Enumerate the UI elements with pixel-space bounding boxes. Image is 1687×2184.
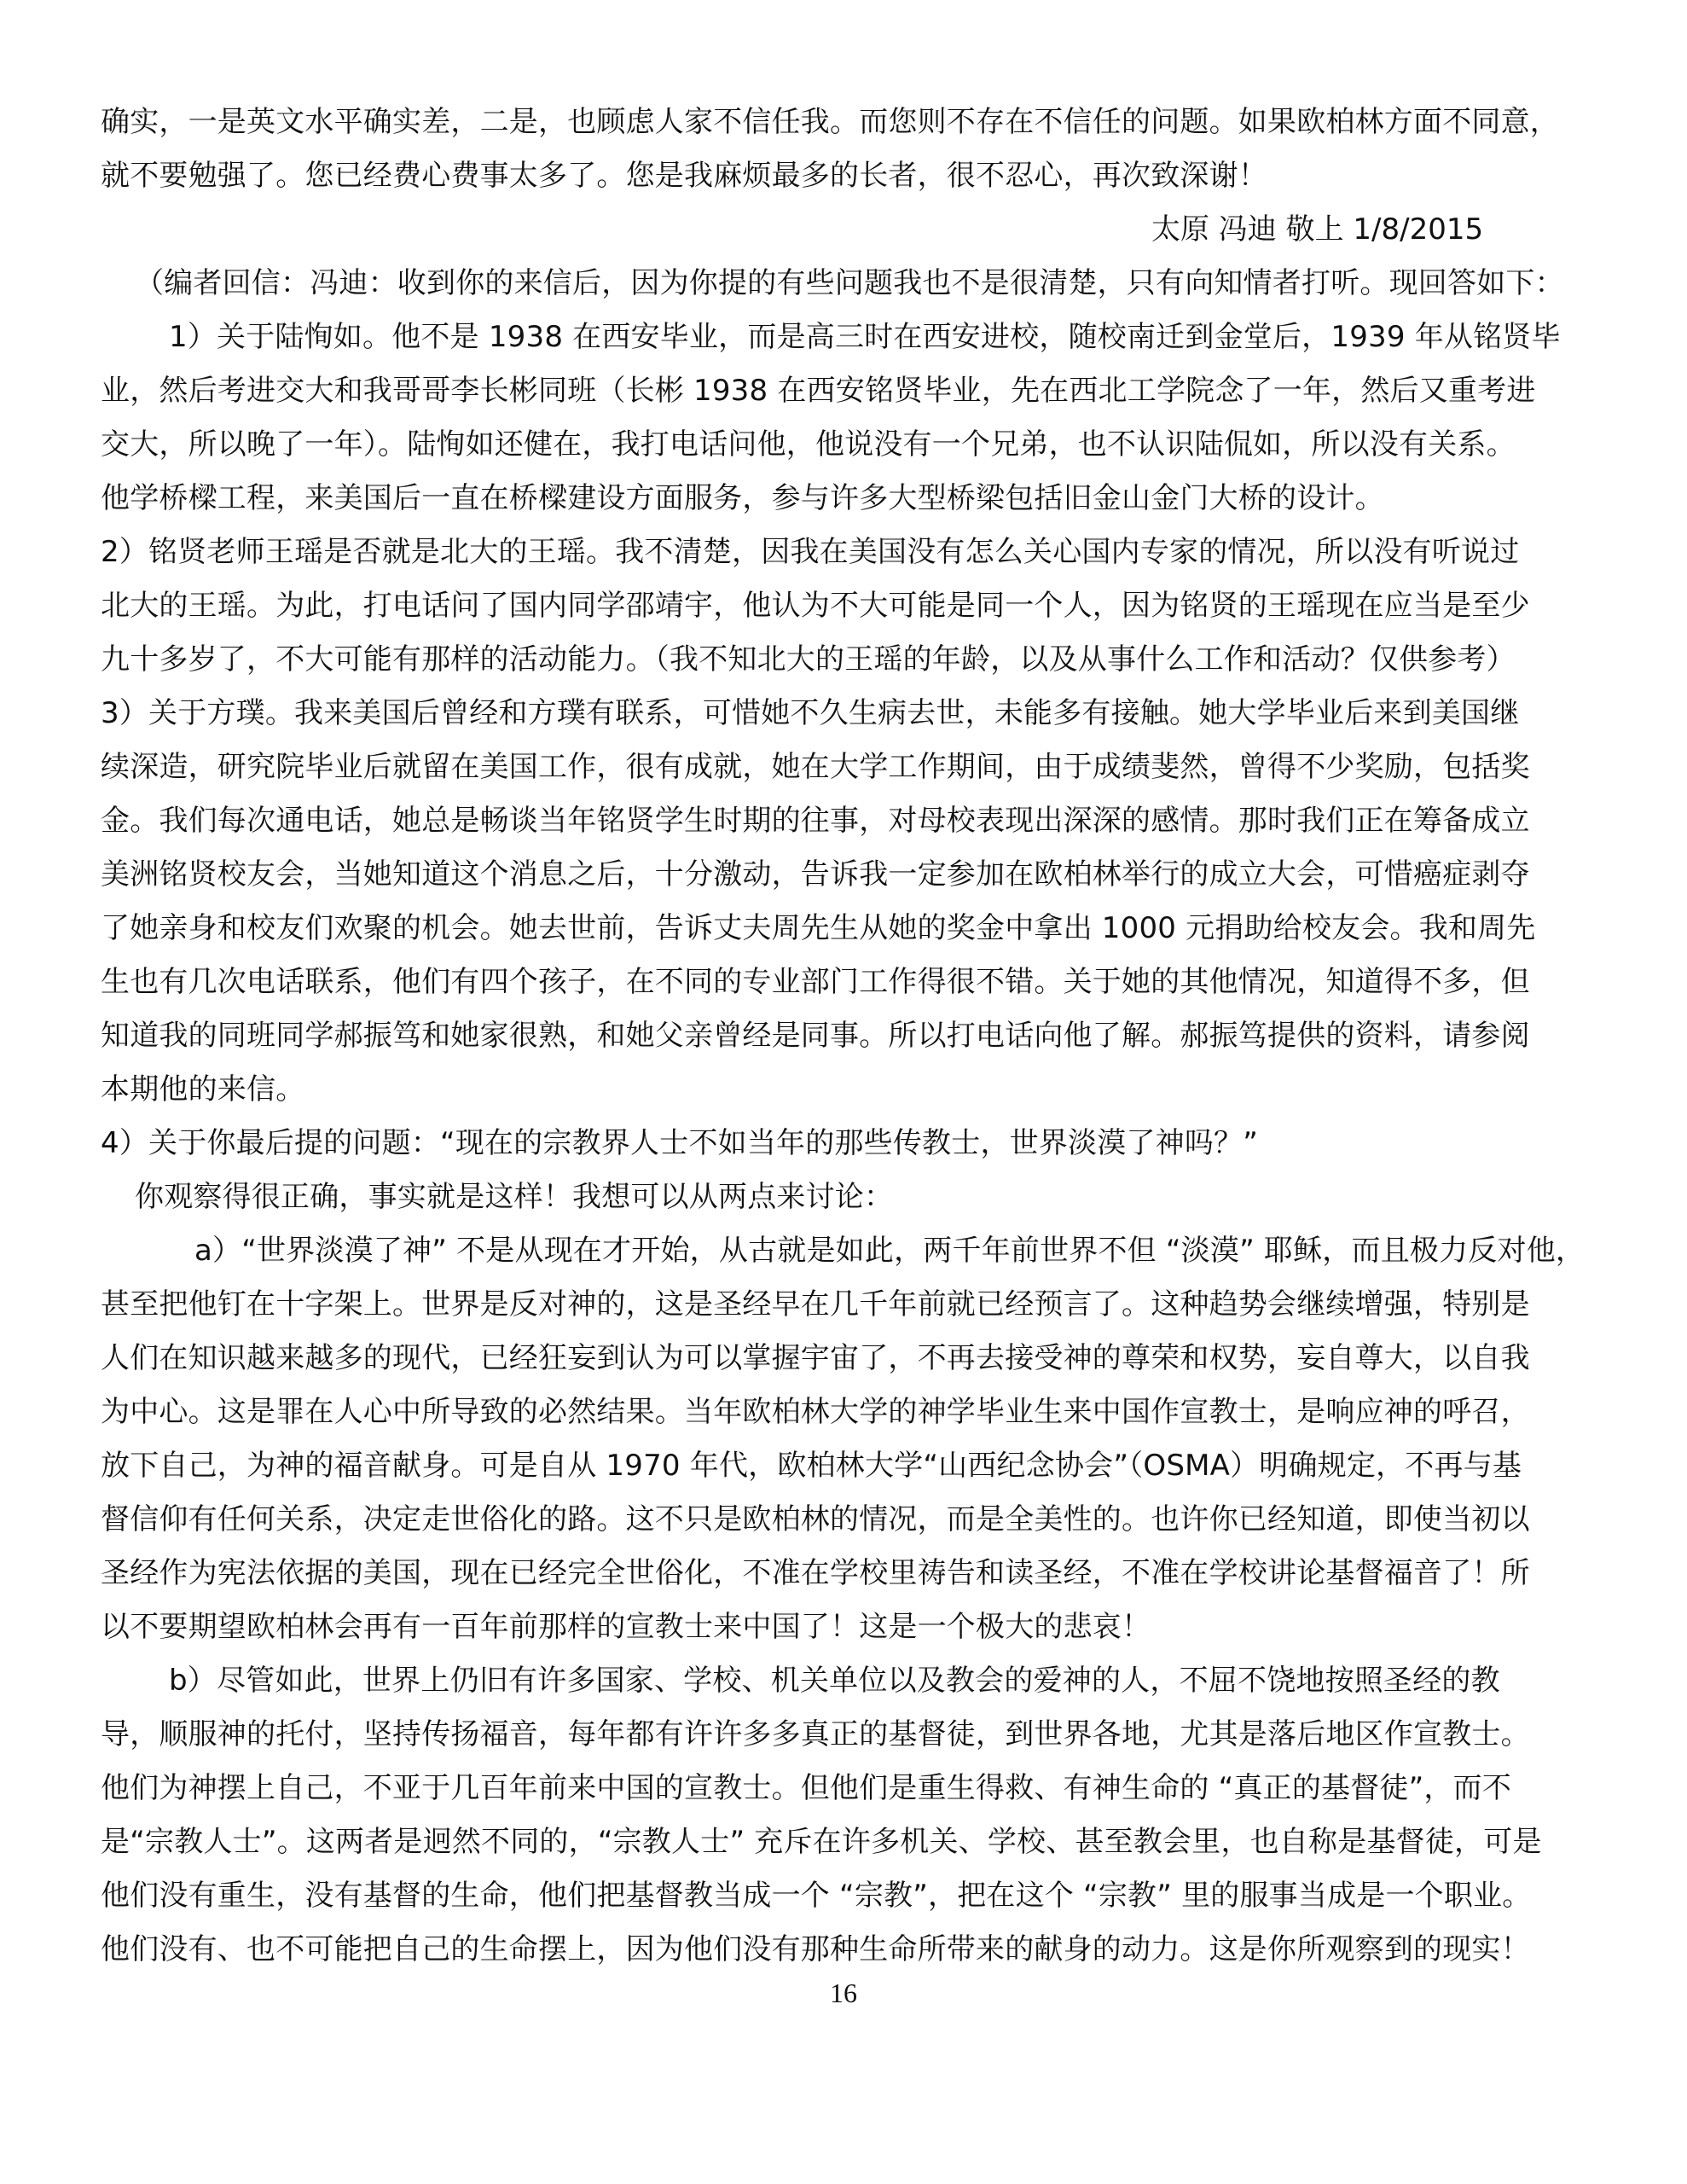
text-line: 甚至把他钉在十字架上。世界是反对神的，这是圣经早在几千年前就已经预言了。这种趋势会继续增强，特别是 (101, 1287, 1530, 1321)
text-line: 生也有几次电话联系，他们有四个孩子，在不同的专业部门工作得很不错。关于她的其他情况，知道得不多，但 (101, 965, 1530, 999)
text-line: 导，顺服神的托付，坚持传扬福音，每年都有许许多多真正的基督徒，到世界各地，尤其是落后地区作宣教士。 (101, 1717, 1530, 1751)
text-line: 他们没有、也不可能把自己的生命摆上，因为他们没有那种生命所带来的献身的动力。这是你所观察到的现实！ (101, 1932, 1530, 1966)
signature: 太原 冯迪 敬上 1/8/2015 (1151, 212, 1484, 247)
text-line: 你观察得很正确，事实就是这样！我想可以从两点来讨论： (135, 1180, 894, 1214)
text-line: 业，然后考进交大和我哥哥李长彬同班（长彬 1938 在西安铭贤毕业，先在西北工学院念了一年，然后又重考进 (101, 374, 1536, 408)
text-line: 督信仰有任何关系，决定走世俗化的路。这不只是欧柏林的情况，而是全美性的。也许你已经知道，即使当初以 (101, 1502, 1530, 1536)
text-line: 4）关于你最后提的问题：“现在的宗教界人士不如当年的那些传教士，世界淡漠了神吗？” (101, 1126, 1259, 1160)
text-line: 他学桥樑工程，来美国后一直在桥樑建设方面服务，参与许多大型桥梁包括旧金山金门大桥的设计。 (101, 481, 1384, 515)
text-line: 他们没有重生，没有基督的生命，他们把基督教当成一个 “宗教”，把在这个 “宗教” 里的服事当成是一个职业。 (101, 1879, 1532, 1913)
text-line: 人们在知识越来越多的现代，已经狂妄到认为可以掌握宇宙了，不再去接受神的尊荣和权势，妄自尊大，以自我 (101, 1341, 1530, 1375)
text-line: 交大，所以晚了一年）。陆恂如还健在，我打电话问他，他说没有一个兄弟，也不认识陆侃如，所以没有关系。 (101, 427, 1516, 462)
letter-body (101, 96, 1589, 1977)
text-line: 知道我的同班同学郝振笃和她家很熟，和她父亲曾经是同事。所以打电话向他了解。郝振笃提供的资料，请参阅 (101, 1019, 1530, 1053)
page-number: 16 (830, 1978, 857, 2008)
text-line: 他们为神摆上自己，不亚于几百年前来中国的宣教士。但他们是重生得救、有神生命的 “真正的基督徒”，而不 (101, 1771, 1512, 1805)
text-line: b）尽管如此，世界上仍旧有许多国家、学校、机关单位以及教会的爱神的人，不屈不饶地按照圣经的教 (169, 1664, 1500, 1698)
text-line: 就不要勉强了。您已经费心费事太多了。您是我麻烦最多的长者，很不忍心，再次致深谢！ (101, 159, 1267, 193)
text-line: 北大的王瑶。为此，打电话问了国内同学邵靖宇，他认为不大可能是同一个人，因为铭贤的王瑶现在应当是至少 (101, 589, 1530, 623)
text-line: 美洲铭贤校友会，当她知道这个消息之后，十分激动，告诉我一定参加在欧柏林举行的成立大会，可惜癌症剥夺 (101, 857, 1530, 892)
text-line: 3）关于方璞。我来美国后曾经和方璞有联系，可惜她不久生病去世，未能多有接触。她大学毕业后来到美国继 (101, 696, 1520, 730)
text-line: 九十多岁了，不大可能有那样的活动能力。（我不知北大的王瑶的年龄，以及从事什么工作和活动？仅供参考） (101, 642, 1516, 677)
text-line: a）“世界淡漠了神” 不是从现在才开始，从古就是如此，两千年前世界不但 “淡漠” 耶稣，而且极力反对他， (194, 1234, 1586, 1268)
text-line: 是“宗教人士”。这两者是迥然不同的，“宗教人士” 充斥在许多机关、学校、甚至教会里，也自称是基督徒，可是 (101, 1825, 1542, 1859)
text-line: 本期他的来信。 (101, 1072, 305, 1107)
text-line: 圣经作为宪法依据的美国，现在已经完全世俗化，不准在学校里祷告和读圣经，不准在学校讲论基督福音了！所 (101, 1556, 1530, 1590)
text-line: 续深造，研究院毕业后就留在美国工作，很有成就，她在大学工作期间，由于成绩斐然，曾得不少奖励，包括奖 (101, 750, 1530, 784)
text-line: 1）关于陆恂如。他不是 1938 在西安毕业，而是高三时在西安进校，随校南迁到金堂后，1939 年从铭贤毕 (169, 320, 1561, 354)
text-line: 放下自己，为神的福音献身。可是自从 1970 年代，欧柏林大学“山西纪念协会”（OSMA）明确规定，不再与基 (101, 1449, 1522, 1483)
text-line: 金。我们每次通电话，她总是畅谈当年铭贤学生时期的往事，对母校表现出深深的感情。那时我们正在筹备成立 (101, 804, 1530, 838)
text-line: 2）铭贤老师王瑶是否就是北大的王瑶。我不清楚，因我在美国没有怎么关心国内专家的情况，所以没有听说过 (101, 535, 1520, 569)
reply-opening-line: （编者回信：冯迪：收到你的来信后，因为你提的有些问题我也不是很清楚，只有向知情者打听。现回答如下： (135, 266, 1564, 300)
text-line: 确实，一是英文水平确实差，二是，也顾虑人家不信任我。而您则不存在不信任的问题。如果欧柏林方面不同意， (101, 105, 1559, 139)
text-line: 为中心。这是罪在人心中所导致的必然结果。当年欧柏林大学的神学毕业生来中国作宣教士，是响应神的呼召， (101, 1395, 1530, 1429)
text-line: 以不要期望欧柏林会再有一百年前那样的宣教士来中国了！这是一个极大的悲哀！ (101, 1610, 1151, 1644)
text-line: 了她亲身和校友们欢聚的机会。她去世前，告诉丈夫周先生从她的奖金中拿出 1000 元捐助给校友会。我和周先 (101, 911, 1536, 945)
